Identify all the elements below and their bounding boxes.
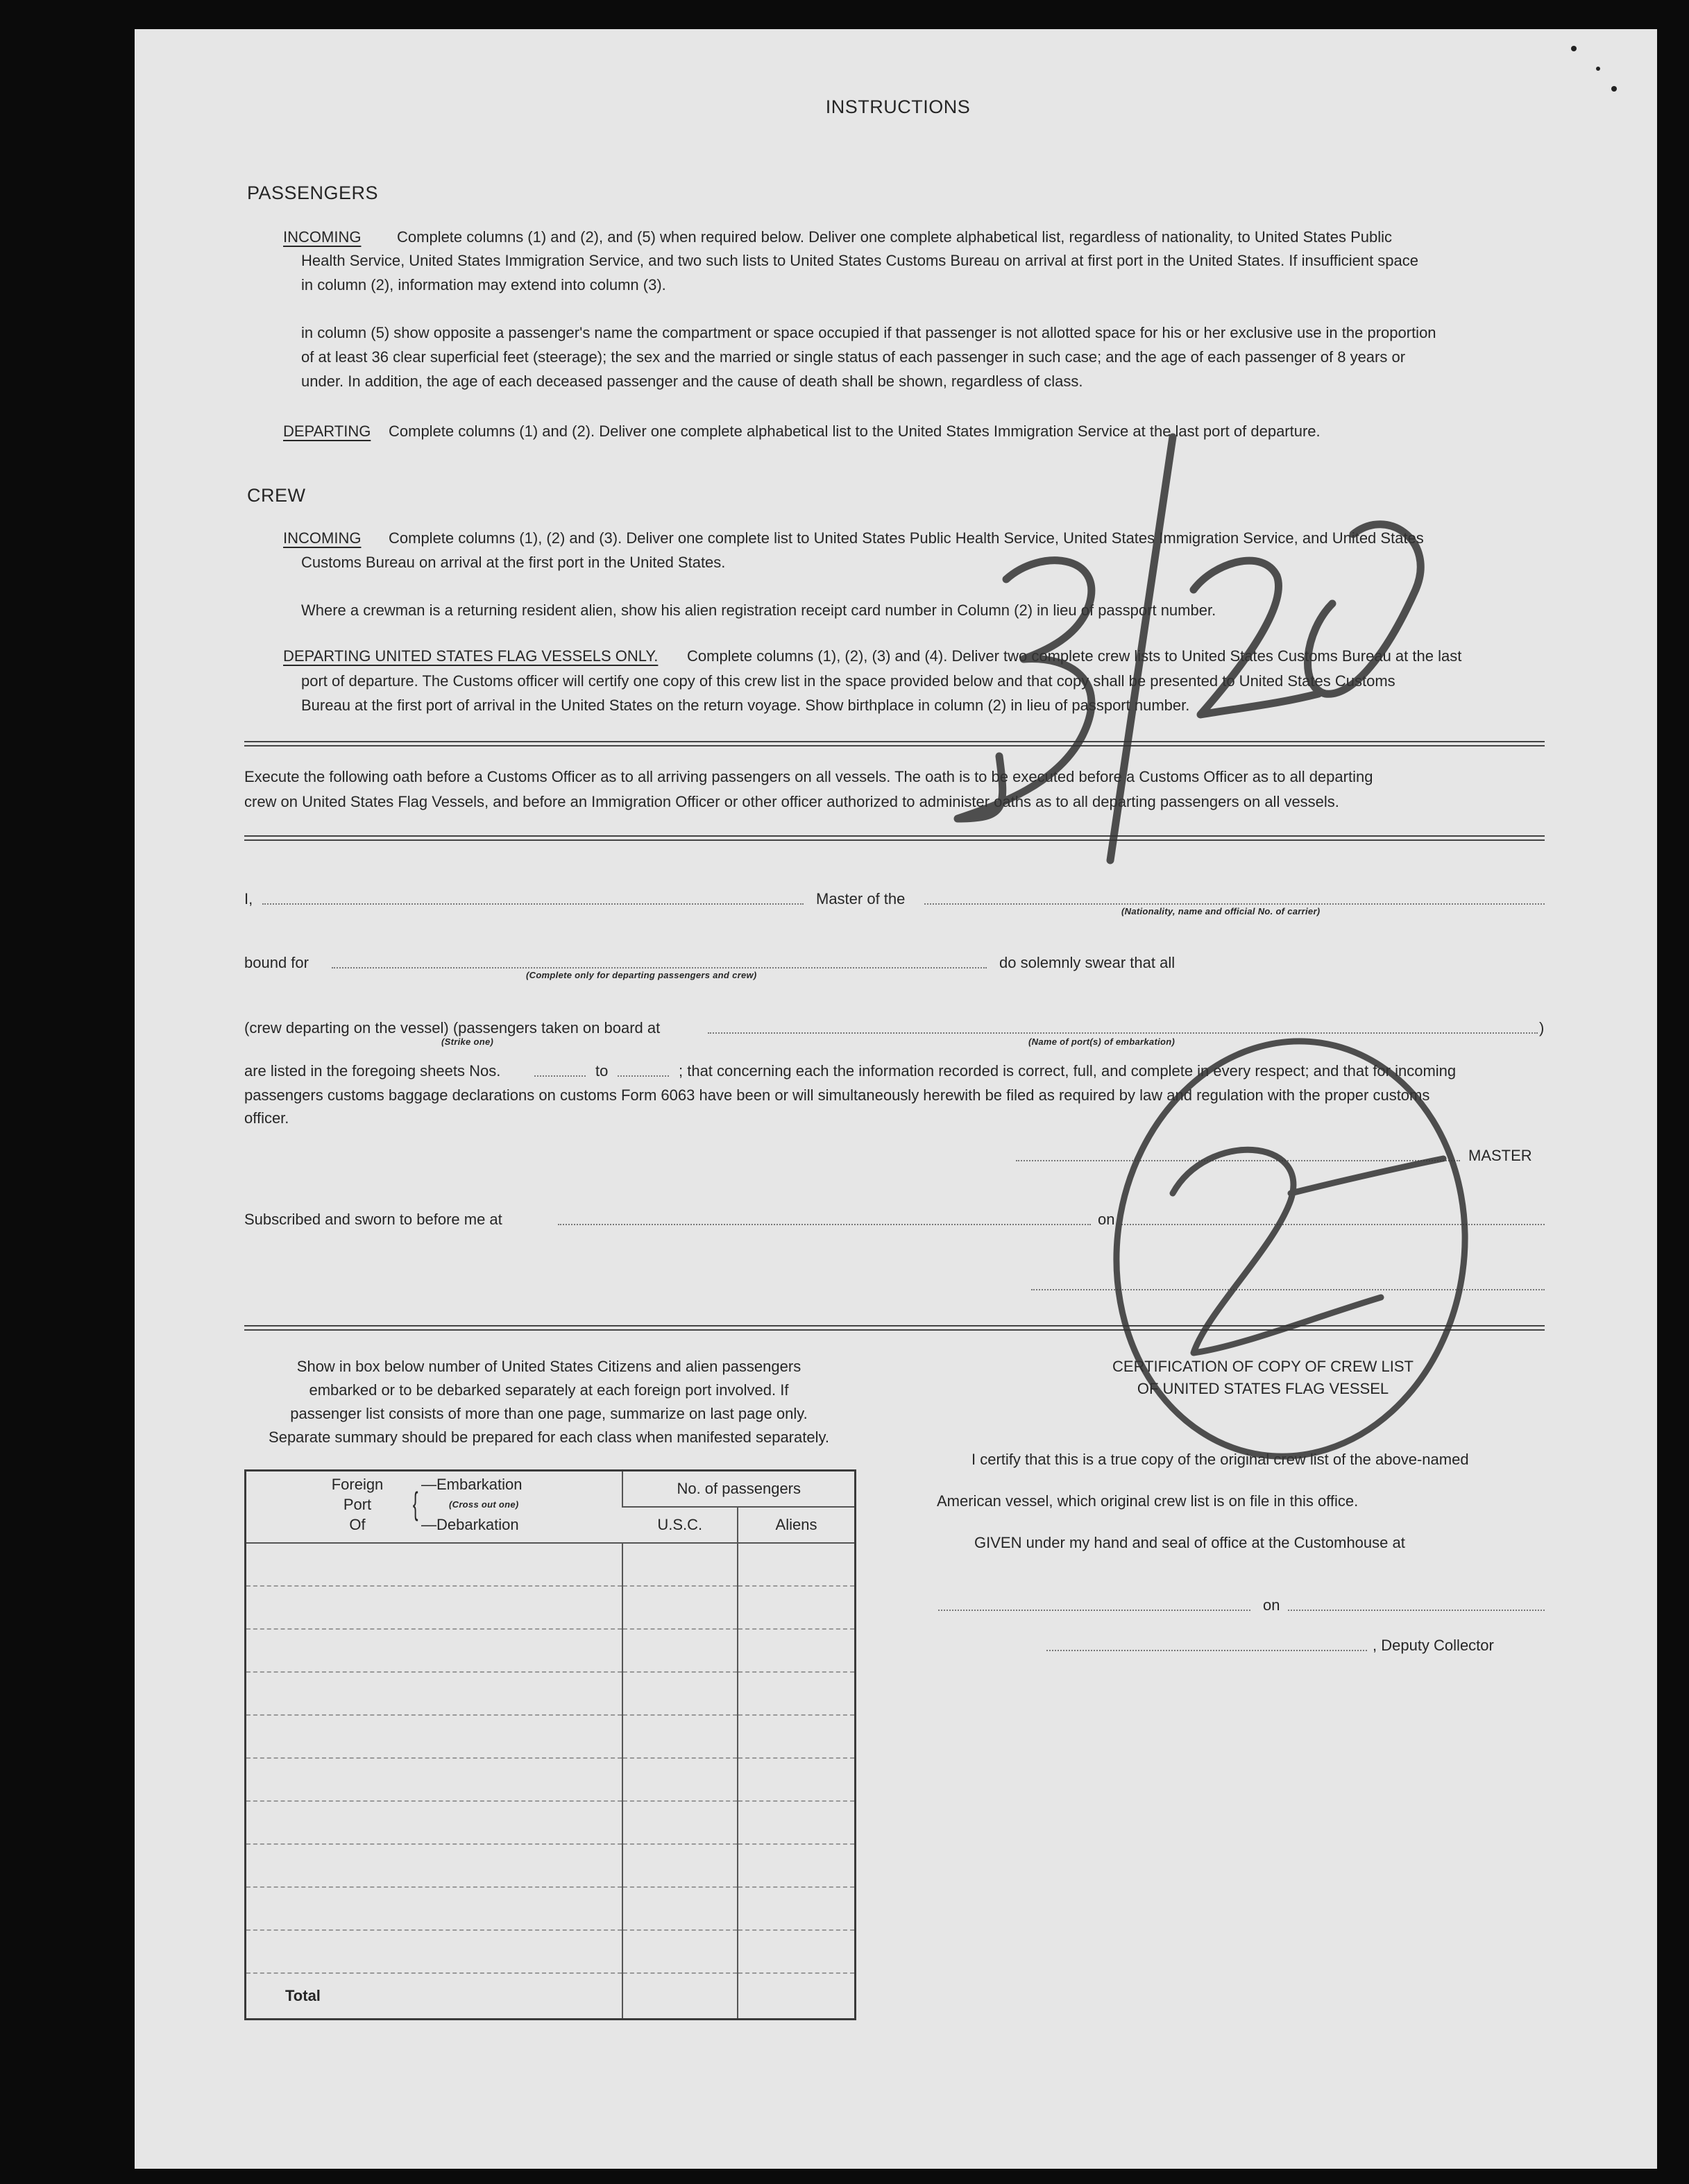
ports-summary-table xyxy=(244,1469,856,2020)
crew-departing-label: DEPARTING UNITED STATES FLAG VESSELS ONLY. xyxy=(283,647,659,665)
handwritten-fraction xyxy=(902,430,1513,874)
certification-date-field[interactable] xyxy=(1288,1610,1545,1611)
speck xyxy=(1571,46,1577,51)
port-label: Port xyxy=(343,1496,372,1513)
crew-incoming-text-1: Complete columns (1), (2) and (3). Deliver one complete list to United States Public Health Service, United States Immigration Service, and United States xyxy=(389,529,1424,547)
handwritten-digit-0 xyxy=(1308,524,1421,694)
passengers-incoming-text-1: Complete columns (1) and (2), and (5) when required below. Deliver one complete alphabetical list, regardless of nationality, to United States Public xyxy=(397,228,1393,246)
of-label: Of xyxy=(349,1516,366,1533)
swear-text: do solemnly swear that all xyxy=(999,954,1175,971)
bound-for-caption: (Complete only for departing passengers and crew) xyxy=(526,970,757,980)
foreign-label: Foreign xyxy=(331,1476,384,1493)
handwritten-digit-2 xyxy=(1194,561,1318,715)
listed-to: to xyxy=(595,1062,609,1080)
circled-number xyxy=(1083,1020,1513,1464)
table-row xyxy=(246,1586,856,1629)
passengers-departing-text: Complete columns (1) and (2). Deliver one complete alphabetical list to the United States Immigration Service at the last port of departure. xyxy=(389,423,1321,440)
speck xyxy=(1611,86,1617,92)
table-row xyxy=(246,1801,856,1844)
page-title: INSTRUCTIONS xyxy=(825,96,971,117)
summary-text-1: Show in box below number of United States Citizens and alien passengers xyxy=(296,1358,801,1375)
master-of-the-label: Master of the xyxy=(816,890,906,907)
table-row xyxy=(246,1672,856,1715)
certification-on-label: on xyxy=(1263,1596,1280,1614)
usc-header: U.S.C. xyxy=(622,1507,738,1543)
sworn-on-label: on xyxy=(1098,1211,1115,1228)
strike-caption: (Strike one) xyxy=(441,1036,494,1047)
nationality-caption: (Nationality, name and official No. of carrier) xyxy=(1121,906,1321,916)
listed-line-3: officer. xyxy=(244,1109,289,1127)
crew-departing-text-1: Complete columns (1), (2), (3) and (4). Deliver two complete crew lists to United States Customs Bureau at the last xyxy=(687,647,1462,665)
master-name-field[interactable] xyxy=(262,903,804,905)
listed-line-2: passengers customs baggage declarations on customs Form 6063 have been or will simultaneously herewith be filed as required by law and regulation with the proper customs xyxy=(244,1086,1430,1104)
certification-line-3: GIVEN under my hand and seal of office at the Customhouse at xyxy=(974,1534,1405,1551)
handwritten-slash xyxy=(1110,437,1173,860)
subscribed-label: Subscribed and sworn to before me at xyxy=(244,1211,502,1228)
brace: { xyxy=(412,1485,418,1521)
certification-title-2: OF UNITED STATES FLAG VESSEL xyxy=(1137,1380,1389,1397)
table-row xyxy=(246,1887,856,1930)
aliens-header: Aliens xyxy=(738,1507,856,1543)
circled-number-text: 2 xyxy=(1291,1243,1295,1251)
foreign-port-header xyxy=(246,1471,623,1544)
certification-title-1: CERTIFICATION OF COPY OF CREW LIST xyxy=(1112,1358,1414,1375)
passengers-incoming-text-2: Health Service, United States Immigration Service, and two such lists to United States Customs Bureau on arrival at first port in the United States. If insufficient space xyxy=(301,252,1419,269)
oath-instruction-1: Execute the following oath before a Customs Officer as to all arriving passengers on all vessels. The oath is to be executed before a Customs Officer as to all departing xyxy=(244,768,1373,785)
customhouse-field[interactable] xyxy=(938,1610,1250,1611)
sheet-to-field[interactable] xyxy=(618,1075,669,1077)
crew-departing-option: (crew departing on the vessel) (passengers taken on board at xyxy=(244,1019,661,1036)
bound-for-field[interactable] xyxy=(332,967,987,969)
summary-text-3: passenger list consists of more than one page, summarize on last page only. xyxy=(290,1405,808,1422)
handwritten-digit-3 xyxy=(958,561,1092,819)
handwritten-circle xyxy=(1090,1020,1492,1464)
ports-caption: (Name of port(s) of embarkation) xyxy=(1028,1036,1175,1047)
column5-text-3: under. In addition, the age of each deceased passenger and the cause of death shall be shown, regardless of class. xyxy=(301,373,1083,390)
passengers-incoming-text-3: in column (2), information may extend into column (3). xyxy=(301,276,666,293)
deputy-signature-field[interactable] xyxy=(1046,1650,1367,1651)
passengers-heading: PASSENGERS xyxy=(247,182,379,203)
crew-incoming-text-2: Customs Bureau on arrival at the first port in the United States. xyxy=(301,554,726,571)
passengers-departing-label: DEPARTING xyxy=(283,423,371,440)
summary-text-2: embarked or to be debarked separately at each foreign port involved. If xyxy=(309,1381,789,1399)
speck xyxy=(1596,67,1600,71)
oath-i-label: I, xyxy=(244,890,253,907)
crew-heading: CREW xyxy=(247,485,306,506)
no-passengers-header: No. of passengers xyxy=(622,1471,855,1508)
table-row xyxy=(246,1758,856,1801)
crew-incoming-label: INCOMING xyxy=(283,529,362,547)
crew-departing-text-2: port of departure. The Customs officer will certify one copy of this crew list in the space provided below and that copy shall be presented to United States Customs xyxy=(301,672,1395,690)
table-row xyxy=(246,1844,856,1887)
handwritten-stroke xyxy=(1291,1159,1443,1193)
bound-for-label: bound for xyxy=(244,954,309,971)
sworn-at-field[interactable] xyxy=(558,1224,1091,1225)
deputy-collector-label: , Deputy Collector xyxy=(1373,1637,1494,1654)
total-row xyxy=(246,1973,856,2020)
column5-text-2: of at least 36 clear superficial feet (steerage); the sex and the married or single status of each passenger in such case; and the age of each passenger of 8 years or xyxy=(301,348,1406,366)
passengers-incoming-label: INCOMING xyxy=(283,228,362,246)
close-paren: ) xyxy=(1539,1019,1545,1036)
table-row xyxy=(246,1715,856,1758)
certification-line-1: I certify that this is a true copy of the original crew list of the above-named xyxy=(971,1451,1469,1468)
total-label: Total xyxy=(285,1987,321,2004)
listed-rest: ; that concerning each the information recorded is correct, full, and complete in every respect; and that for incoming xyxy=(679,1062,1457,1080)
crew-resident-text: Where a crewman is a returning resident alien, show his alien registration receipt card number in Column (2) in lieu of passport number. xyxy=(301,602,1216,619)
table-row xyxy=(246,1543,856,1586)
carrier-field[interactable] xyxy=(924,903,1545,905)
oath-instruction-2: crew on United States Flag Vessels, and before an Immigration Officer or other officer authorized to administer oaths as to all departing passengers on all vessels. xyxy=(244,793,1339,810)
table-row xyxy=(246,1629,856,1672)
crew-departing-text-3: Bureau at the first port of arrival in the United States on the return voyage. Show birthplace in column (2) in lieu of passport number. xyxy=(301,697,1190,714)
table-row xyxy=(246,1930,856,1973)
column5-text-1: in column (5) show opposite a passenger's name the compartment or space occupied if that passenger is not allotted space for his or her exclusive use in the proportion xyxy=(301,324,1436,341)
cross-out-caption: (Cross out one) xyxy=(449,1499,519,1510)
listed-lead: are listed in the foregoing sheets Nos. xyxy=(244,1062,501,1080)
embarkation-label: —Embarkation xyxy=(421,1476,523,1493)
handwritten-fraction-text: 3/20 xyxy=(1207,855,1221,862)
sheet-from-field[interactable] xyxy=(534,1075,586,1077)
master-label: MASTER xyxy=(1468,1147,1532,1164)
summary-text-4: Separate summary should be prepared for each class when manifested separately. xyxy=(269,1428,829,1446)
certification-line-2: American vessel, which original crew list is on file in this office. xyxy=(937,1492,1359,1510)
debarkation-label: —Debarkation xyxy=(421,1516,519,1533)
